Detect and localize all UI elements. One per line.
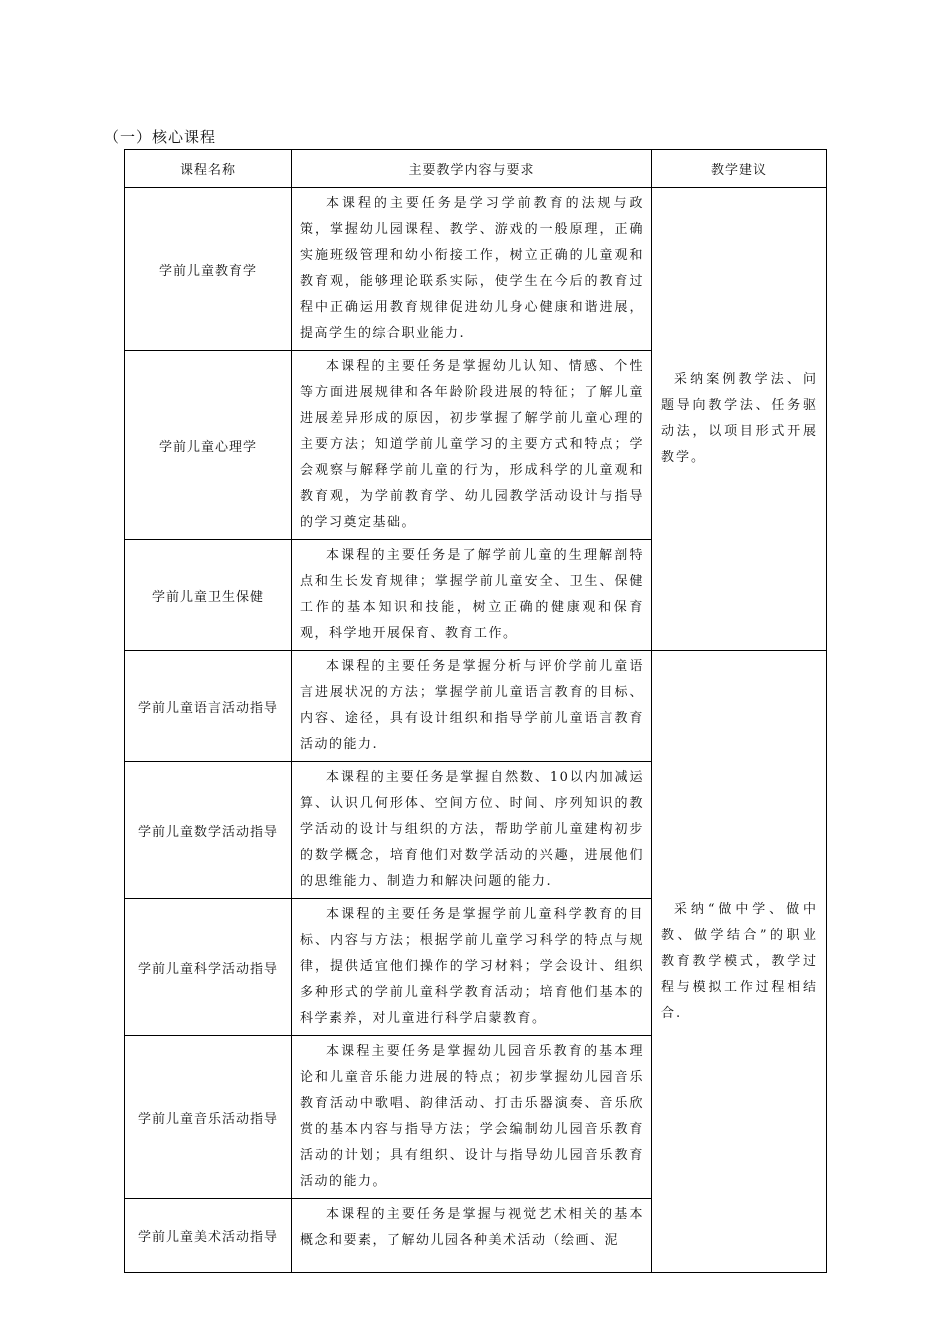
course-content-text: 本课程的主要任务是了解学前儿童的生理解剖特点和生长发育规律；掌握学前儿童安全、卫生、保健工作的基本知识和技能，树立正确的健康观和保育观，科学地开展保育、教育工作。 [300,548,644,641]
header-course-name: 课程名称 [125,150,292,188]
course-content-text: 本课程的主要任务是掌握自然数、10以内加减运算、认识几何形体、空间方位、时间、序列知识的教学活动的设计与组织的方法，帮助学前儿童建构初步的数学概念，培育他们对数学活动的兴趣，进展他们的思维能力、制造力和解决问题的能力. [300,770,644,889]
course-name: 学前儿童美术活动指导 [125,1199,292,1273]
teaching-suggestion-text: 采纳“做中学、做中教、做学结合”的职业教育教学模式，教学过程与模拟工作过程相结合. [661,901,818,1021]
teaching-suggestion [652,651,827,1273]
header-content: 主要教学内容与要求 [292,150,652,188]
course-content-text: 本课程的主要任务是掌握学前儿童科学教育的目标、内容与方法；根据学前儿童学习科学的特点与规律，提供适宜他们操作的学习材料；学会设计、组织多种形式的学前儿童科学教育活动；培育他们基本的科学素养，对儿童进行科学启蒙教育。 [300,907,644,1026]
course-name: 学前儿童科学活动指导 [125,899,292,1036]
teaching-suggestion [652,188,827,651]
course-name: 学前儿童数学活动指导 [125,762,292,899]
course-name: 学前儿童教育学 [125,188,292,351]
course-name: 学前儿童音乐活动指导 [125,1036,292,1199]
course-content [292,351,652,540]
course-content-text: 本课程的主要任务是学习学前教育的法规与政策，掌握幼儿园课程、教学、游戏的一般原理，正确实施班级管理和幼小衔接工作，树立正确的儿童观和教育观，能够理论联系实际，使学生在今后的教育过程中正确运用教育规律促进幼儿身心健康和谐进展，提高学生的综合职业能力. [300,196,644,341]
course-name: 学前儿童心理学 [125,351,292,540]
course-name: 学前儿童卫生保健 [125,540,292,651]
course-content-text: 本课程的主要任务是掌握分析与评价学前儿童语言进展状况的方法；掌握学前儿童语言教育的目标、内容、途径，具有设计组织和指导学前儿童语言教育活动的能力. [300,659,644,752]
table-row [125,651,827,762]
course-content-text: 本课程的主要任务是掌握与视觉艺术相关的基本概念和要素，了解幼儿园各种美术活动（绘画、泥 [300,1207,644,1248]
course-content [292,1036,652,1199]
course-content-text: 本课程主要任务是掌握幼儿园音乐教育的基本理论和儿童音乐能力进展的特点；初步掌握幼儿园音乐教育活动中歌唱、韵律活动、打击乐器演奏、音乐欣赏的基本内容与指导方法；学会编制幼儿园音乐教育活动的计划；具有组织、设计与指导幼儿园音乐教育活动的能力。 [300,1044,644,1189]
course-content [292,188,652,351]
header-suggestion: 教学建议 [652,150,827,188]
core-course-table [124,149,827,1273]
course-content [292,540,652,651]
table-header-row [125,150,827,188]
course-content [292,1199,652,1273]
course-content [292,899,652,1036]
teaching-suggestion-text: 采纳案例教学法、问题导向教学法、任务驱动法，以项目形式开展教学。 [661,372,818,465]
course-content-text: 本课程的主要任务是掌握幼儿认知、情感、个性等方面进展规律和各年龄阶段进展的特征；了解儿童进展差异形成的原因，初步掌握了解学前儿童心理的主要方法；知道学前儿童学习的主要方式和特点；学会观察与解释学前儿童的行为，形成科学的儿童观和教育观，为学前教育学、幼儿园教学活动设计与指导的学习奠定基础。 [300,359,644,530]
table-row [125,188,827,351]
course-content [292,762,652,899]
course-name: 学前儿童语言活动指导 [125,651,292,762]
section-title: （一）核心课程 [104,128,217,146]
course-content [292,651,652,762]
